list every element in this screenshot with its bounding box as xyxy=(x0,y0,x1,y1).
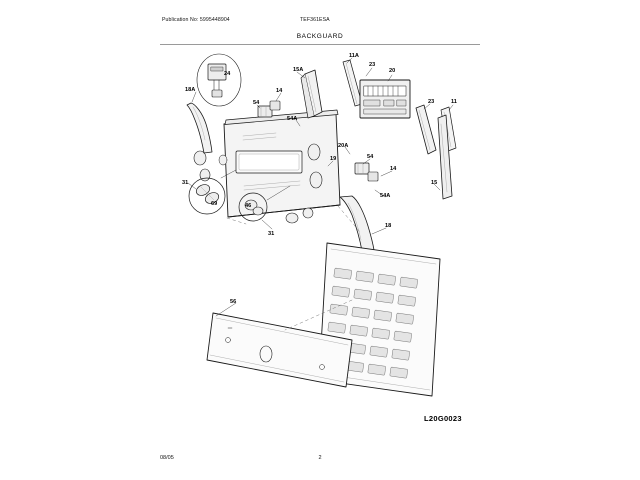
callout-23: 23 xyxy=(428,99,435,105)
publication-number: Publication No: 5995448904 xyxy=(162,17,230,23)
footer-page-number: 2 xyxy=(318,455,322,461)
part-23-right-bracket xyxy=(416,105,436,154)
part-54-block-top xyxy=(258,101,280,117)
callout-31: 31 xyxy=(268,231,275,237)
callout-14: 14 xyxy=(390,166,397,172)
model-number: TEF361ESA xyxy=(300,17,330,23)
part-54-block-bottom xyxy=(355,163,378,181)
callout-23: 23 xyxy=(369,62,376,68)
callout-24: 24 xyxy=(224,71,231,77)
callout-11: 11 xyxy=(451,99,457,105)
callout-20A: 20A xyxy=(338,143,349,149)
callout-11A: 11A xyxy=(349,53,359,59)
callout-20: 20 xyxy=(389,68,396,74)
callout-31: 31 xyxy=(182,180,189,186)
callout-54: 54 xyxy=(367,154,374,160)
callout-15A: 15A xyxy=(293,67,304,73)
callout-54: 54 xyxy=(253,100,260,106)
callout-54A: 54A xyxy=(380,193,391,199)
part-24-switch xyxy=(197,54,241,106)
right-end-cap xyxy=(340,196,374,251)
callout-54A: 54A xyxy=(287,116,298,122)
callout-56: 56 xyxy=(230,299,237,305)
diagram-code: L20G0023 xyxy=(424,414,462,423)
left-end-cap xyxy=(187,103,212,153)
callout-18: 18 xyxy=(385,223,392,229)
callout-46: 46 xyxy=(245,203,252,209)
part-69-detail-circle xyxy=(189,178,225,214)
part-20-control-board xyxy=(360,80,410,118)
callout-69: 69 xyxy=(211,201,218,207)
callout-19: 19 xyxy=(330,156,337,162)
part-11A-rod xyxy=(343,60,362,106)
section-title: BACKGUARD xyxy=(296,33,344,40)
footer-date: 08/05 xyxy=(160,455,174,461)
callout-14: 14 xyxy=(276,88,283,94)
callout-18A: 18A xyxy=(185,87,196,93)
callout-15: 15 xyxy=(431,180,438,186)
